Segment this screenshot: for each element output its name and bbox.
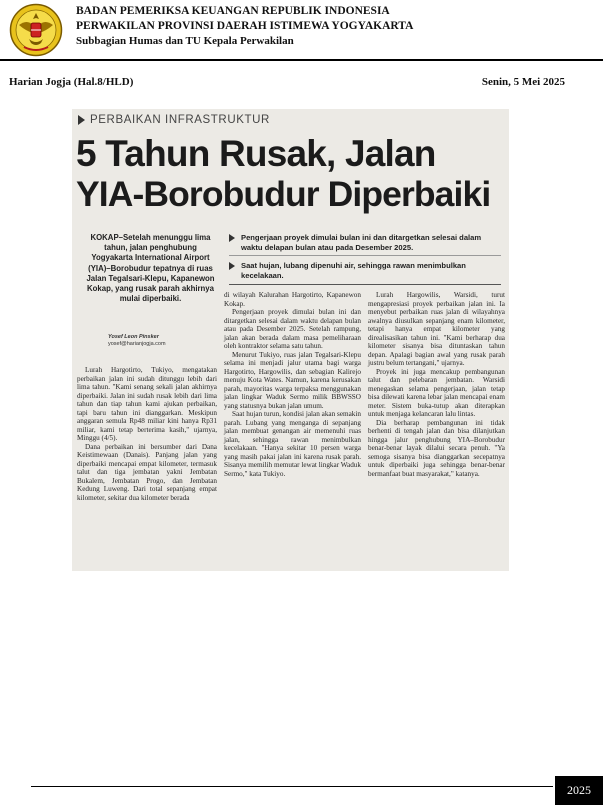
footer-rule <box>31 786 553 787</box>
body-column-3 <box>368 291 505 478</box>
newspaper-clipping <box>72 109 509 571</box>
highlight-bullet-text: Pengerjaan proyek dimulai bulan ini dan ditargetkan selesai dalam waktu delapan bulan atau pada Desember 2025. <box>241 233 482 252</box>
paragraph: Dia berharap pembangunan ini tidak berhenti di tengah jalan dan bisa dilanjutkan hingga jalur penghubung YIA–Borobudur benar-benar layak dilalui secara penuh. "Ya semoga sisanya bisa dianggarkan secepatnya untuk diperbaiki juga sehingga benar-benar bermanfaat buat masyarakat," katanya. <box>368 418 505 478</box>
highlight-bullet <box>229 261 501 280</box>
letterhead-institution: BADAN PEMERIKSA KEUANGAN REPUBLIK INDONESIA <box>76 5 390 17</box>
paragraph: Lurah Hargotirto, Tukiyo, mengatakan perbaikan jalan ini sudah ditunggu lebih dari lima tahun. "Kami senang sekali jalan akhirnya diperbaiki. Jalan ini sudah rusak lebih dari lima tahun dan tiap tahun kami ajukan perbaikan, tapi baru tahun ini dianggarkan. Meskipun anggaran semula Rp48 miliar kini hanya Rp31 miliar, kami tetap berterima kasih," ujarnya, Minggu (4/5). <box>77 366 217 442</box>
article-rubric <box>78 114 270 126</box>
paragraph: Dana perbaikan ini bersumber dari Dana Keistimewaan (Danais). Panjang jalan yang diperbaiki mencapai empat kilometer, termasuk talut dan tiga jembatan yakni Jembatan Bukalem, Jembatan Progo, dan Jembatan Kedung Luweng. Dari total sepanjang empat kilometer, sekitar dua kilometer berada <box>77 442 217 502</box>
letterhead-subdivision: Subbagian Humas dan TU Kepala Perwakilan <box>76 35 294 47</box>
garuda-emblem-icon <box>9 3 63 57</box>
highlight-bullets <box>229 233 501 283</box>
highlight-bullet-text: Saat hujan, lubang dipenuhi air, sehingga rawan menimbulkan kecelakaan. <box>241 261 466 280</box>
headline-line-1: 5 Tahun Rusak, Jalan <box>76 133 436 174</box>
paragraph: di wilayah Kalurahan Hargotirto, Kapanewon Kokap. <box>224 291 361 308</box>
letterhead-office: PERWAKILAN PROVINSI DAERAH ISTIMEWA YOGYAKARTA <box>76 20 414 32</box>
paragraph: Menurut Tukiyo, ruas jalan Tegalsari-Klepu selama ini menjadi jalur utama bagi warga Hargotirto, Hargowilis, dan sebagian Kalirejo menuju Kota Wates. Namun, karena kerusakan parah, mayoritas warga terpaksa menggunakan jalan lingkar Waduk Sermo milik BBWSSO yang statusnya bukan jalan umum. <box>224 350 361 410</box>
paragraph: Proyek ini juga mencakup pembangunan talut dan pelebaran jembatan. Warsidi menegaskan selama pengerjaan, jalan tetap bisa dilewati karena lebar jalan mencapai enam meter. Sistem buka-tutup akan diterapkan untuk menjaga kelancaran lalu lintas. <box>368 367 505 418</box>
rubric-label: PERBAIKAN INFRASTRUKTUR <box>90 114 270 126</box>
rubric-triangle-icon <box>78 115 85 125</box>
bullet-arrow-icon <box>229 262 235 270</box>
newspaper-source: Harian Jogja (Hal.8/HLD) <box>9 76 134 88</box>
footer-page-label: 2025 <box>555 776 603 805</box>
bullets-bottom-rule <box>229 284 501 285</box>
bullet-arrow-icon <box>229 234 235 242</box>
letterhead-divider <box>0 59 603 61</box>
letterhead <box>76 4 413 49</box>
article-headline <box>76 134 508 214</box>
publication-date: Senin, 5 Mei 2025 <box>481 76 565 88</box>
bullet-divider <box>229 255 501 256</box>
body-column-1 <box>77 366 217 502</box>
byline-email: yosef@harianjogja.com <box>108 340 166 347</box>
byline <box>108 334 166 347</box>
byline-name: Yosef Leon Pinsker <box>108 334 159 340</box>
highlight-bullet <box>229 233 501 252</box>
paragraph: Lurah Hargowilis, Warsidi, turut mengapresiasi proyek perbaikan jalan ini. Ia menyebut perbaikan ruas jalan di wilayahnya awalnya diusulkan sepanjang enam kilometer, tetapi hanya empat kilometer yang direalisasikan tahun ini. "Kami berharap dua kilometer sisanya bisa dituntaskan tahun depan. Apalagi bagian awal yang rusak parah justru belum tertangani," ujarnya. <box>368 291 505 367</box>
article-lead: KOKAP–Setelah menunggu lima tahun, jalan penghubung Yogyakarta International Airport (YIA)–Borobudur tepatnya di ruas Jalan Tegalsari-Klepu, Kapanewon Kokap, yang rusak parah akhirnya mulai diperbaiki. <box>86 233 215 304</box>
paragraph: Pengerjaan proyek dimulai bulan ini dan ditargetkan selesai dalam waktu delapan bulan atau pada Desember 2025. Setelah rampung, jalan akan berada dalam masa pemeliharaan oleh kontraktor selama satu tahun. <box>224 308 361 350</box>
body-column-2 <box>224 291 361 478</box>
headline-line-2: YIA-Borobudur Diperbaiki <box>76 174 491 214</box>
paragraph: Saat hujan turun, kondisi jalan akan semakin parah. Lubang yang menganga di sepanjang jalan membuat genangan air memenuhi ruas jalan, sehingga rawan menimbulkan kecelakaan. "Hanya sekitar 10 persen warga yang masih pakai jalan ini karena rusak parah. Sisanya memilih memutar lewat lingkar Waduk Sermo," kata Tukiyo. <box>224 410 361 478</box>
